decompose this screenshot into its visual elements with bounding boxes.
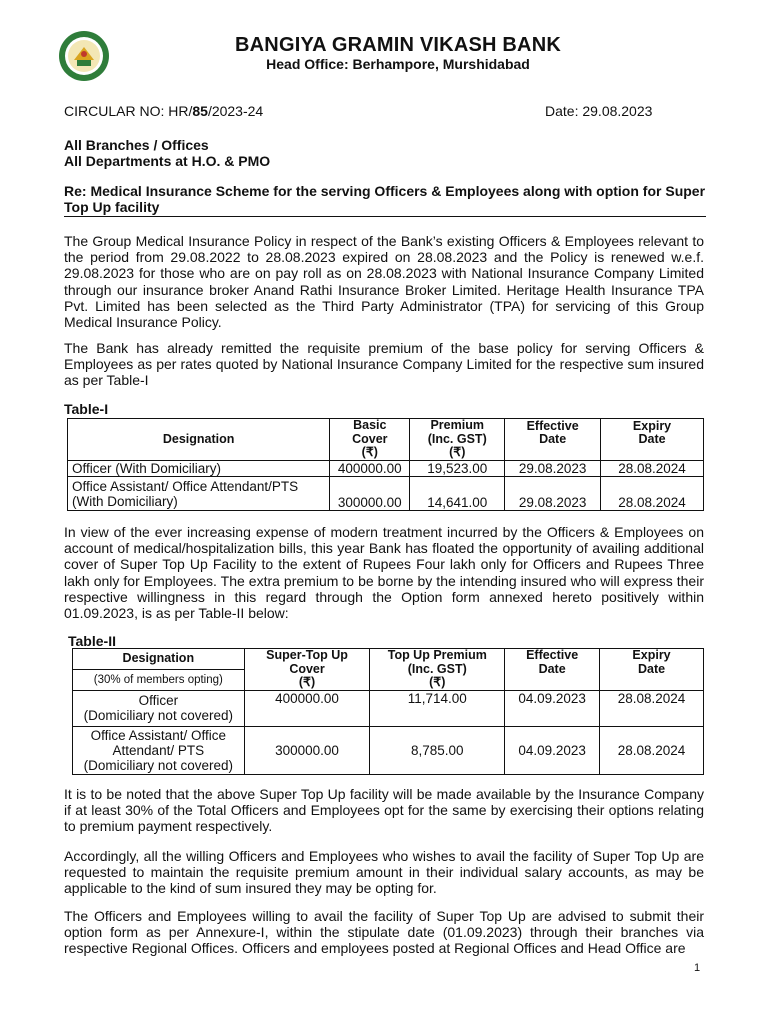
table2-caption: Table-II xyxy=(68,633,116,649)
t2-r1-designation-l2: (Domiciliary not covered) xyxy=(83,708,233,723)
t1-r2-designation xyxy=(68,477,330,511)
t1-r2-effective: 29.08.2023 xyxy=(505,477,601,511)
t2-h-effective xyxy=(505,649,600,691)
t2-h-cover-l1: Super-Top Up xyxy=(266,648,348,662)
addressee-departments: All Departments at H.O. & PMO xyxy=(64,153,271,169)
t1-h-cover-l2: Cover xyxy=(352,431,388,446)
t1-h-effective-l2: Date xyxy=(539,432,567,446)
t2-r1-expiry: 28.08.2024 xyxy=(600,690,704,726)
t2-r2-designation-l3: (Domiciliary not covered) xyxy=(83,757,233,773)
t1-h-cover-l1: Basic xyxy=(353,418,387,433)
t2-r1-effective: 04.09.2023 xyxy=(505,690,600,726)
t2-h-premium xyxy=(370,649,505,691)
t2-h-designation-note: (30% of members opting) xyxy=(73,669,245,690)
t1-r1-cover: 400000.00 xyxy=(330,461,410,477)
circular-suffix: /2023-24 xyxy=(207,103,264,119)
t1-h-designation: Designation xyxy=(68,419,330,461)
t2-h-cover-l3: (₹) xyxy=(298,675,316,689)
t2-r2-designation-l1: Office Assistant/ Office xyxy=(90,727,226,743)
t2-r1-premium: 11,714.00 xyxy=(370,690,505,726)
t1-r2-designation-l1: Office Assistant/ Office Attendant/PTS xyxy=(72,478,299,494)
t1-h-expiry-l2: Date xyxy=(638,432,666,446)
t1-r1-expiry: 28.08.2024 xyxy=(601,461,704,477)
bank-name: BANGIYA GRAMIN VIKASH BANK xyxy=(235,34,561,56)
t1-h-premium-l3: (₹) xyxy=(449,445,466,460)
subject-line: Re: Medical Insurance Scheme for the serving Officers & Employees along with option for Super Top Up facility xyxy=(64,183,706,215)
t2-h-cover xyxy=(244,649,370,691)
t2-r1-designation-l1: Officer xyxy=(138,693,179,708)
t2-r2-designation-l2: Attendant/ PTS xyxy=(112,742,205,758)
table1-header-row xyxy=(68,419,704,461)
t2-h-expiry xyxy=(600,649,704,691)
table2-header-row xyxy=(73,649,704,670)
paragraph-4: It is to be noted that the above Super Top Up facility will be made available by the Insurance Company if at least 30% of the Total Officers and Employees opt for the same by exercising their options relating to premium payment respectively. xyxy=(64,786,704,835)
t1-r1-premium: 19,523.00 xyxy=(410,461,505,477)
t2-r2-cover: 300000.00 xyxy=(244,726,370,774)
t2-r1-cover: 400000.00 xyxy=(244,690,370,726)
t2-r2-expiry: 28.08.2024 xyxy=(600,726,704,774)
table-row xyxy=(68,477,704,511)
table-row xyxy=(73,726,704,774)
t1-h-premium-l1: Premium xyxy=(430,418,484,433)
t1-r2-designation-l2: (With Domiciliary) xyxy=(72,493,178,509)
table1-caption: Table-I xyxy=(64,401,109,417)
paragraph-6: The Officers and Employees willing to avail the facility of Super Top Up are advised to submit their option form as per Annexure-I, within the stipulate date (01.09.2023) through their branches via respective Regional Offices. Officers and employees posted at Regional Offices and Head Office are xyxy=(64,908,704,957)
t1-r1-designation: Officer (With Domiciliary) xyxy=(68,461,330,477)
t1-r2-premium: 14,641.00 xyxy=(410,477,505,511)
table2 xyxy=(72,648,704,775)
t1-h-premium xyxy=(410,419,505,461)
t2-r2-effective: 04.09.2023 xyxy=(505,726,600,774)
t1-h-cover-l3: (₹) xyxy=(361,445,378,460)
t2-h-premium-l2: (Inc. GST) xyxy=(407,661,467,676)
table1 xyxy=(67,418,704,511)
t1-h-premium-l2: (Inc. GST) xyxy=(427,431,487,446)
t1-r2-expiry: 28.08.2024 xyxy=(601,477,704,511)
circular-number xyxy=(64,103,263,119)
t2-h-cover-l2: Cover xyxy=(289,661,325,676)
table-row xyxy=(68,461,704,477)
paragraph-2: The Bank has already remitted the requisite premium of the base policy for serving Officers & Employees as per rates quoted by National Insurance Company Limited for the respective sum insured as per Table-I xyxy=(64,340,704,389)
t1-h-expiry-l1: Expiry xyxy=(632,418,672,433)
t2-h-expiry-l2: Date xyxy=(637,661,666,676)
t2-h-effective-l2: Date xyxy=(538,661,566,676)
t2-r1-designation xyxy=(73,690,245,726)
t2-h-premium-l1: Top Up Premium xyxy=(387,648,487,662)
page-number: 1 xyxy=(694,962,701,974)
t2-h-expiry-l1: Expiry xyxy=(632,648,671,662)
circular-num: 85 xyxy=(192,103,208,119)
divider xyxy=(64,216,706,217)
t2-h-effective-l1: Effective xyxy=(526,648,579,662)
paragraph-1: The Group Medical Insurance Policy in respect of the Bank’s existing Officers & Employees relevant to the period from 29.08.2022 to 28.08.2023 expired on 28.08.2023 and the Policy is renewed w.e.f. 29.08.2023 for those who are on pay roll as on 28.08.2023 with National Insurance Company Limited through our insurance broker Anand Rathi Insurance Broker Limited. Heritage Health Insurance TPA Pvt. Limited has been selected as the Third Party Administrator (TPA) for servicing of this Group Medical Insurance Policy. xyxy=(64,233,704,331)
t1-h-effective-l1: Effective xyxy=(526,418,579,433)
t2-h-premium-l3: (₹) xyxy=(429,675,446,689)
t1-h-cover xyxy=(330,419,410,461)
addressee-branches: All Branches / Offices xyxy=(64,137,209,153)
t2-h-designation: Designation xyxy=(73,649,245,670)
paragraph-5: Accordingly, all the willing Officers and Employees who wishes to avail the facility of Super Top Up are requested to maintain the requisite premium amount in their individual salary accounts, as may be applicable to the kind of sum insured they may be opting for. xyxy=(64,848,704,897)
t1-h-expiry xyxy=(601,419,704,461)
t1-h-effective xyxy=(505,419,601,461)
t1-r2-cover: 300000.00 xyxy=(330,477,410,511)
t2-r2-premium: 8,785.00 xyxy=(370,726,505,774)
circular-date: Date: 29.08.2023 xyxy=(545,103,653,119)
head-office: Head Office: Berhampore, Murshidabad xyxy=(266,56,530,72)
table-row xyxy=(73,690,704,726)
paragraph-3: In view of the ever increasing expense of modern treatment incurred by the Officers & Employees on account of medical/hospitalization bills, this year Bank has floated the opportunity of availing additional cover of Super Top Up Facility to the extent of Rupees Four lakh only for Officers and Rupees Three lakh only for Employees. The extra premium to be borne by the intending insured who will express their respective willingness in this regard through the Option form annexed hereto positively within 01.09.2023, is as per Table-II below: xyxy=(64,524,704,622)
circular-prefix: CIRCULAR NO: HR/ xyxy=(64,103,193,119)
t2-r2-designation xyxy=(73,726,245,774)
t1-r1-effective: 29.08.2023 xyxy=(505,461,601,477)
